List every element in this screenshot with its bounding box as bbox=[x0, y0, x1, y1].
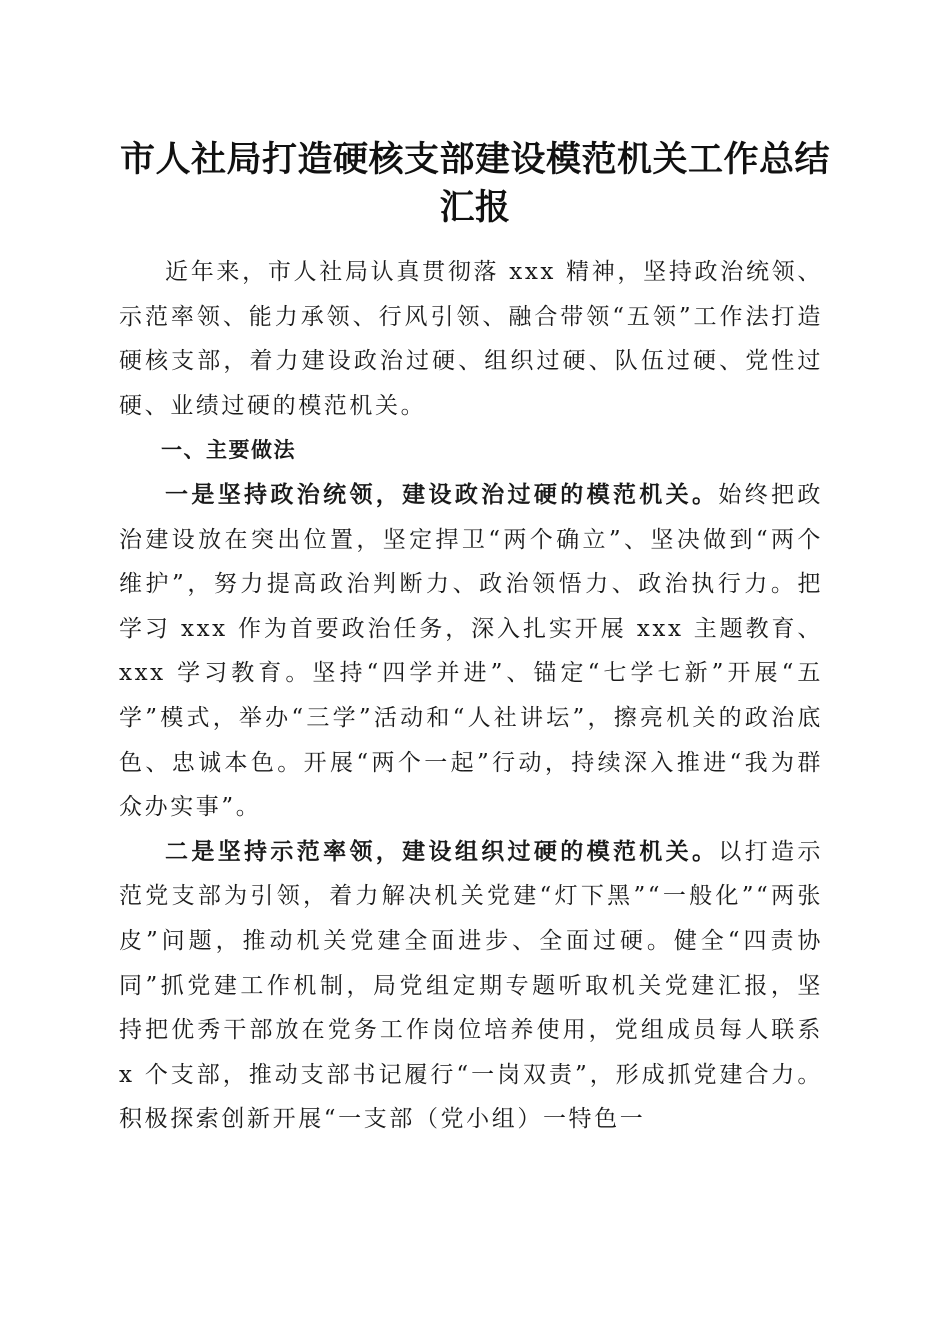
item-2-lead: 二是坚持示范率领，建设组织过硬的模范机关。 bbox=[165, 837, 719, 865]
intro-paragraph: 近年来，市人社局认真贯彻落 xxx 精神，坚持政治统领、示范率领、能力承领、行风引领、融合带领“五领”工作法打造硬核支部，着力建设政治过硬、组织过硬、队伍过硬、党性过硬、业绩过硬的模范机关。 bbox=[119, 259, 823, 419]
paragraph-item-1 bbox=[119, 473, 823, 830]
section-heading-main-practices: 一、主要做法 bbox=[161, 438, 296, 463]
document-body bbox=[119, 250, 823, 1142]
paragraph-item-2 bbox=[119, 830, 823, 1142]
document-title: 市人社局打造硬核支部建设模范机关工作总结汇报 bbox=[119, 139, 830, 228]
item-2-text: 以打造示范党支部为引领，着力解决机关党建“灯下黑”“一般化”“两张皮”问题，推动机关党建全面进步、全面过硬。健全“四责协同”抓党建工作机制，局党组定期专题听取机关党建汇报，坚持把优秀干部放在党务工作岗位培养使用，党组成员每人联系 x 个支部，推动支部书记履行“一岗双责”，形成抓党建合力。积极探索创新开展“一支部（党小组）一特色一 bbox=[119, 838, 823, 1133]
item-1-lead: 一是坚持政治统领，建设政治过硬的模范机关。 bbox=[165, 480, 719, 508]
item-1-text: 始终把政治建设放在突出位置，坚定捍卫“两个确立”、坚决做到“两个维护”，努力提高政治判断力、政治领悟力、政治执行力。把学习 xxx 作为首要政治任务，深入扎实开展 xxx 主题教育、xxx 学习教育。坚持“四学并进”、锚定“七学七新”开展“五学”模式，举办“三学”活动和“人社讲坛”，擦亮机关的政治底色、忠诚本色。开展“两个一起”行动，持续深入推进“我为群众办实事”。 bbox=[119, 481, 823, 821]
